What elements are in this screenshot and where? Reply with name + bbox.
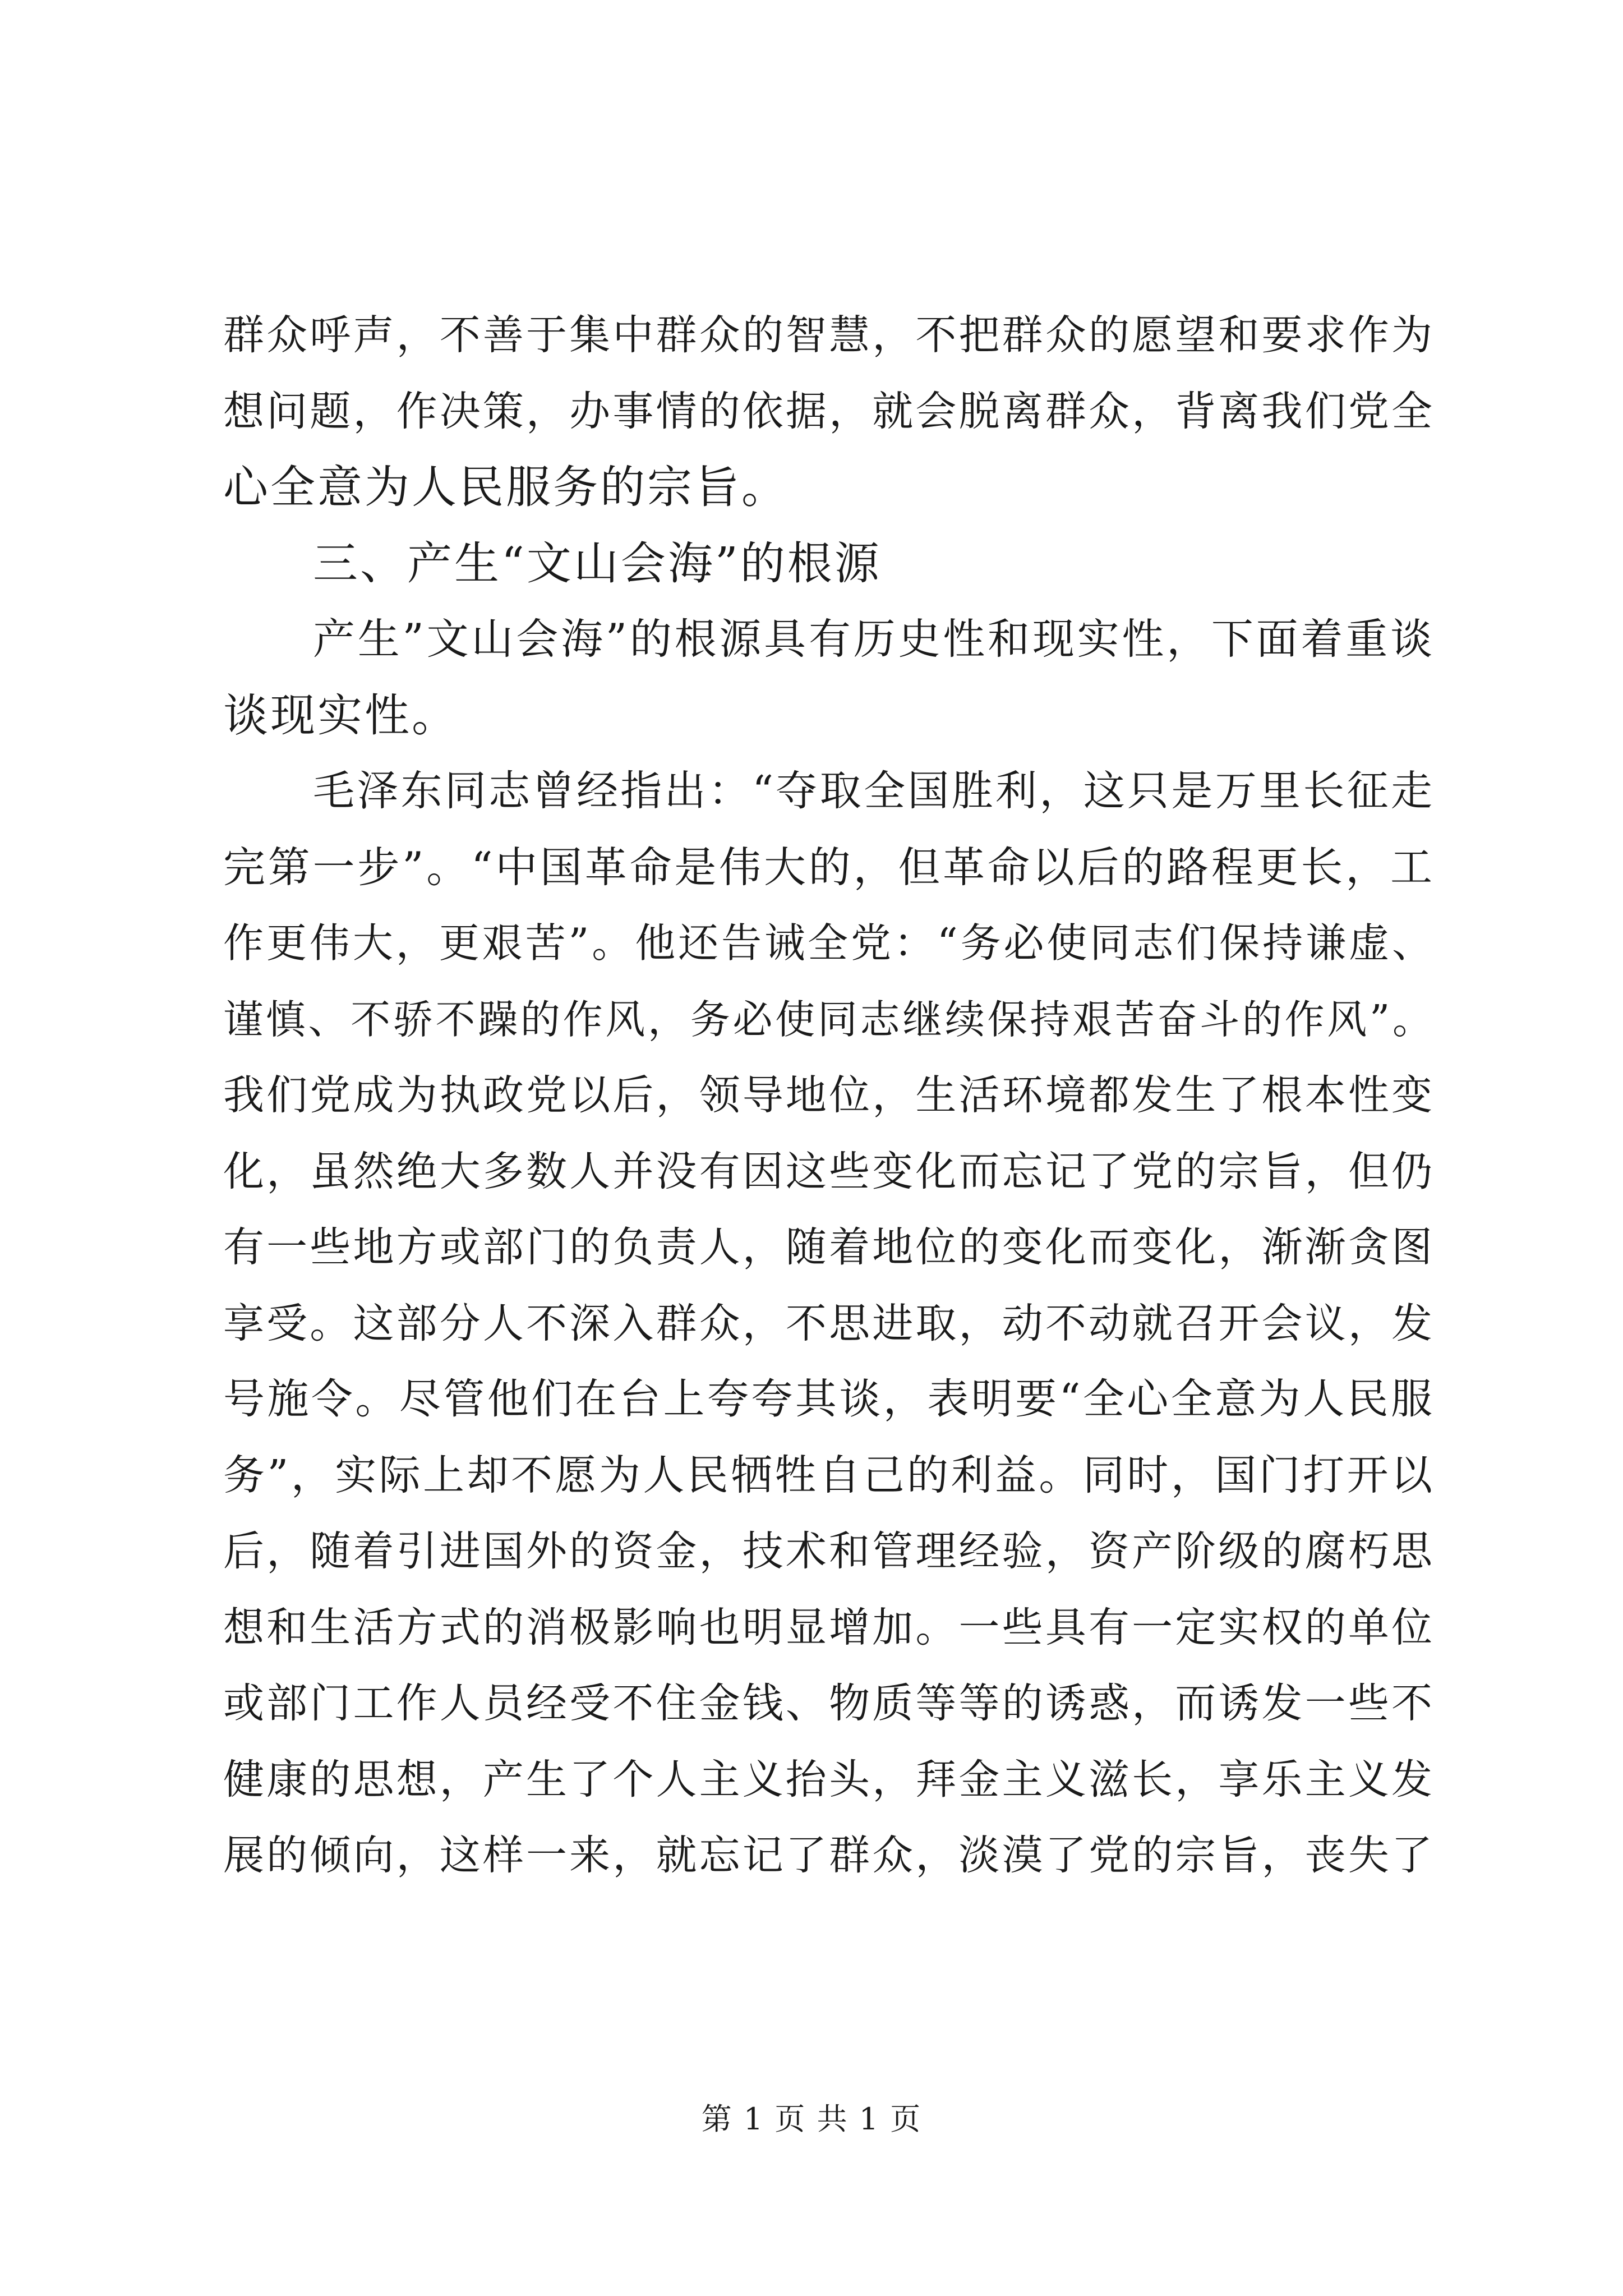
body-text xyxy=(223,297,1435,1894)
text-line: 我们党成为执政党以后，领导地位，生活环境都发生了根本性变 xyxy=(223,1071,1435,1119)
text-line: 毛泽东同志曾经指出：“夺取全国胜利，这只是万里长征走 xyxy=(313,767,1435,815)
text-line: 三、产生“文山会海”的根源 xyxy=(313,537,882,590)
text-line: 健康的思想，产生了个人主义抬头，拜金主义滋长，享乐主义发 xyxy=(223,1755,1435,1803)
text-line: 谨慎、不骄不躁的作风，务必使同志继续保持艰苦奋斗的作风”。 xyxy=(223,996,1435,1043)
text-line: 或部门工作人员经受不住金钱、物质等等的诱惑，而诱发一些不 xyxy=(223,1680,1435,1727)
text-line: 展的倾向，这样一来，就忘记了群众，淡漠了党的宗旨，丧失了 xyxy=(223,1832,1435,1879)
text-line: 享受。这部分人不深入群众，不思进取，动不动就召开会议，发 xyxy=(223,1299,1435,1347)
text-line: 有一些地方或部门的负责人，随着地位的变化而变化，渐渐贪图 xyxy=(223,1223,1435,1271)
text-line: 完第一步”。“中国革命是伟大的，但革命以后的路程更长，工 xyxy=(223,842,1435,892)
text-line: 想问题，作决策，办事情的依据，就会脱离群众，背离我们党全 xyxy=(223,387,1435,435)
text-line: 号施令。尽管他们在台上夸夸其谈，表明要“全心全意为人民服 xyxy=(223,1375,1435,1423)
text-line: 后，随着引进国外的资金，技术和管理经验，资产阶级的腐朽思 xyxy=(223,1527,1435,1575)
text-line: 作更伟大，更艰苦”。他还告诫全党：“务必使同志们保持谦虚、 xyxy=(223,919,1435,967)
text-line: 谈现实性。 xyxy=(223,689,459,742)
text-line: 产生”文山会海”的根源具有历史性和现实性，下面着重谈 xyxy=(313,614,1435,664)
text-line: 化，虽然绝大多数人并没有因这些变化而忘记了党的宗旨，但仍 xyxy=(223,1147,1435,1195)
page-footer: 第 1 页 共 1 页 xyxy=(701,2101,922,2137)
text-line: 群众呼声，不善于集中群众的智慧，不把群众的愿望和要求作为 xyxy=(223,311,1435,359)
text-line: 想和生活方式的消极影响也明显增加。一些具有一定实权的单位 xyxy=(223,1603,1435,1651)
text-line: 心全意为人民服务的宗旨。 xyxy=(223,461,789,513)
text-line: 务”，实际上却不愿为人民牺牲自己的利益。同时，国门打开以 xyxy=(223,1451,1435,1499)
